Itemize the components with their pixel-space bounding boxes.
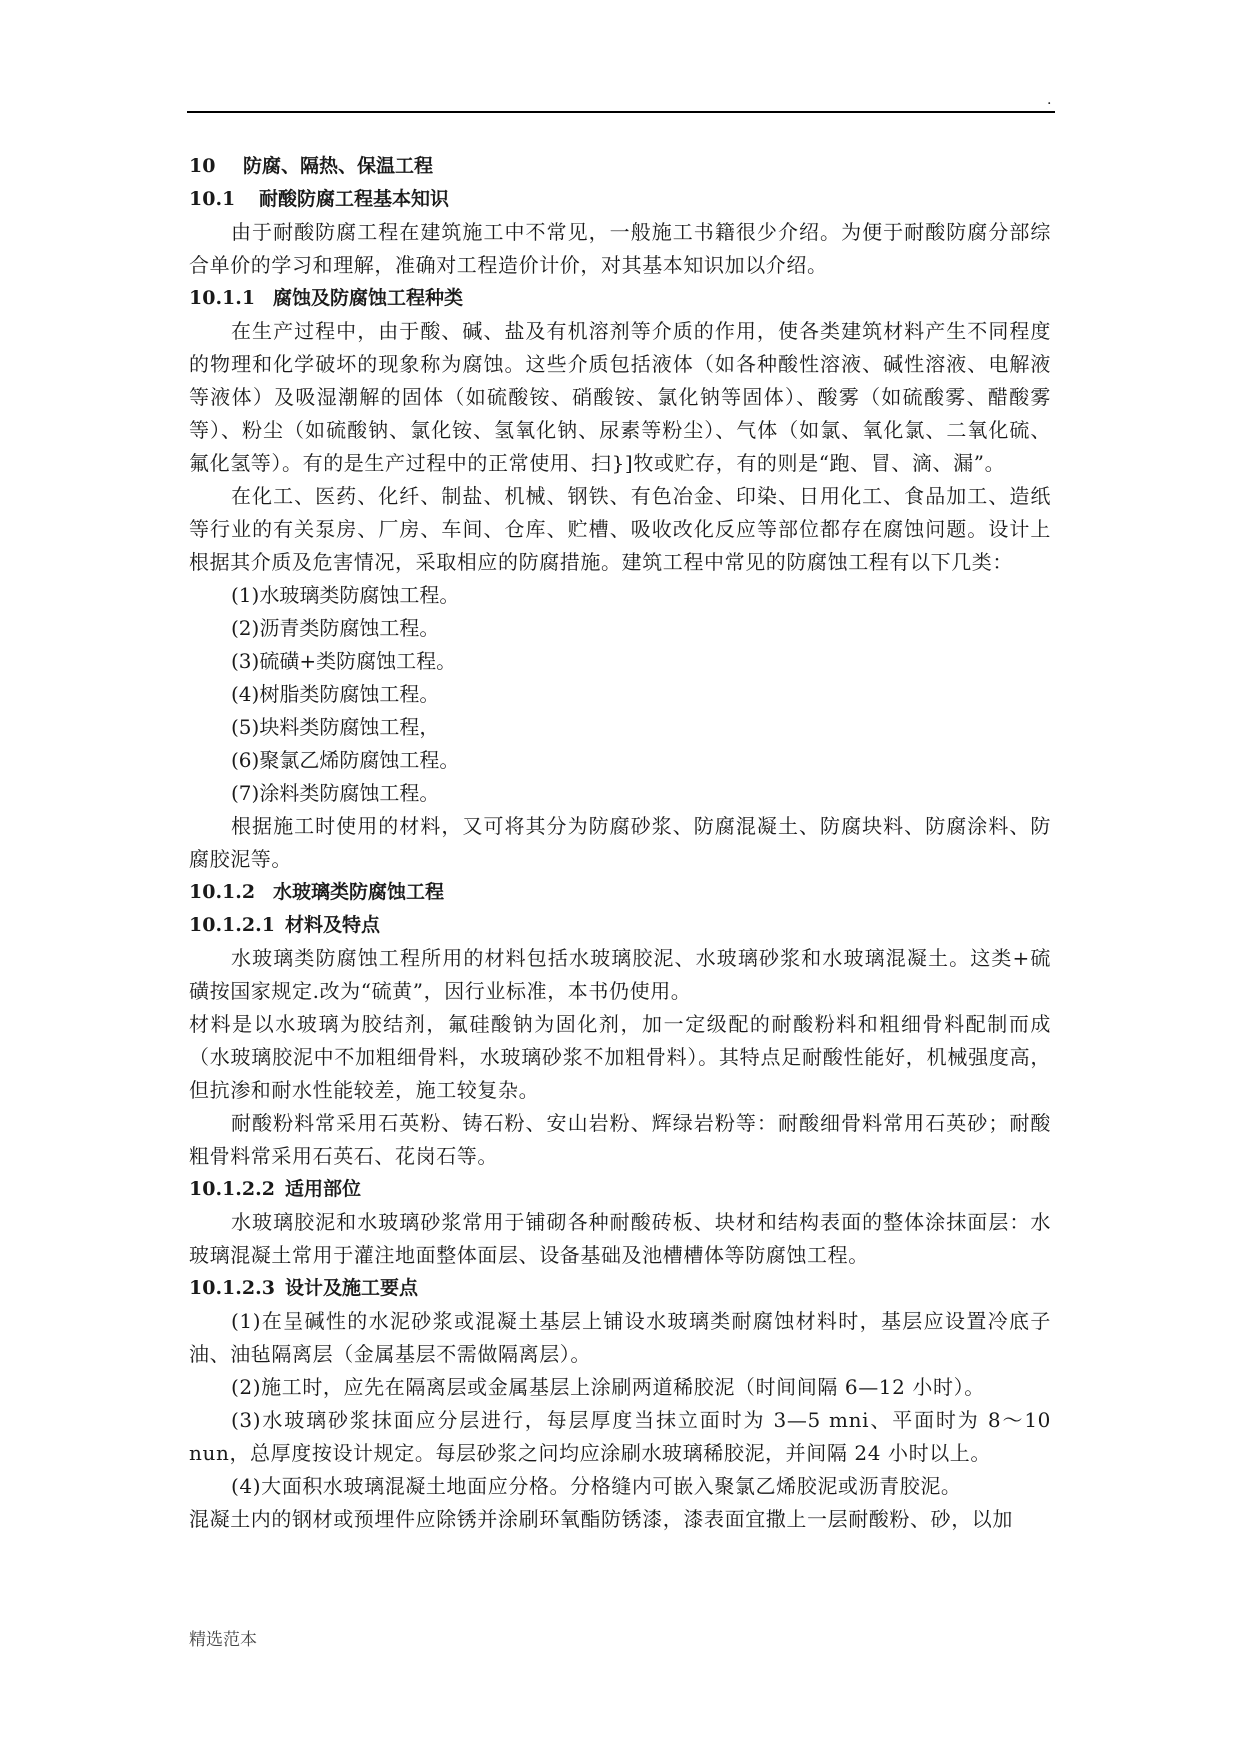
heading-number: 10.1.1 — [189, 287, 256, 309]
heading-number: 10.1.2.1 — [189, 914, 275, 936]
paragraph-industries: 在化工、医药、化纤、制盐、机械、钢铁、有色冶金、印染、日用化工、食品加工、造纸等行业的有关泵房、厂房、车间、仓库、贮槽、吸收改化反应等部位都存在腐蚀问题。设计上根据其介质及危害情况，采取相应的防腐措施。建筑工程中常见的防腐蚀工程有以下几类： — [189, 484, 1051, 574]
footer-text: 精选范本 — [189, 1630, 257, 1650]
paragraph-design-2: (2)施工时，应先在隔离层或金属基层上涂刷两道稀胶泥（时间间隔 6—12 小时）。 — [231, 1375, 985, 1399]
list-item: (2)沥青类防腐蚀工程。 — [231, 616, 440, 640]
heading-10-1-2 — [189, 876, 1051, 909]
paragraph-design-1: (1)在呈碱性的水泥砂浆或混凝土基层上铺设水玻璃类耐腐蚀材料时，基层应设置冷底子油、油毡隔离层（金属基层不需做隔离层）。 — [189, 1309, 1051, 1366]
heading-10-1 — [189, 183, 1051, 216]
heading-10-1-2-1 — [189, 909, 1051, 942]
list-item: (6)聚氯乙烯防腐蚀工程。 — [231, 748, 460, 772]
list-item: (4)树脂类防腐蚀工程。 — [231, 682, 440, 706]
header-mark: . — [1047, 92, 1052, 108]
heading-10-1-2-3 — [189, 1272, 1051, 1305]
heading-number: 10 — [189, 155, 216, 177]
paragraph-design-3: (3)水玻璃砂浆抹面应分层进行，每层厚度当抹立面时为 3—5 mni、平面时为 8～10 nun，总厚度按设计规定。每层砂浆之问均应涂刷水玻璃稀胶泥，并间隔 24 小时以上。 — [189, 1408, 1051, 1465]
paragraph-wg-materials-a: 水玻璃类防腐蚀工程所用的材料包括水玻璃胶泥、水玻璃砂浆和水玻璃混凝土。这类+硫磺按国家规定.改为“硫黄”，因行业标准，本书仍使用。 — [189, 946, 1051, 1003]
heading-title: 材料及特点 — [285, 914, 381, 936]
list-item: (5)块料类防腐蚀工程， — [231, 715, 440, 739]
heading-title: 水玻璃类防腐蚀工程 — [273, 881, 445, 903]
paragraph-design-4b: 混凝土内的钢材或预埋件应除锈并涂刷环氧酯防锈漆，漆表面宜撒上一层耐酸粉、砂，以加 — [189, 1507, 1013, 1531]
heading-number: 10.1.2 — [189, 881, 256, 903]
paragraph-intro: 由于耐酸防腐工程在建筑施工中不常见，一般施工书籍很少介绍。为便于耐酸防腐分部综合单价的学习和理解，准确对工程造价计价，对其基本知识加以介绍。 — [189, 220, 1051, 277]
heading-10-1-2-2 — [189, 1173, 1051, 1206]
heading-title: 防腐、隔热、保温工程 — [243, 155, 434, 177]
header-rule — [187, 111, 1055, 113]
heading-10 — [189, 150, 1051, 183]
paragraph-materials-used: 根据施工时使用的材料，又可将其分为防腐砂浆、防腐混凝土、防腐块料、防腐涂料、防腐胶泥等。 — [189, 814, 1051, 871]
paragraph-wg-powders: 耐酸粉料常采用石英粉、铸石粉、安山岩粉、辉绿岩粉等：耐酸细骨料常用石英砂；耐酸粗骨料常采用石英石、花岗石等。 — [189, 1111, 1051, 1168]
heading-title: 适用部位 — [285, 1178, 362, 1200]
heading-number: 10.1.2.2 — [189, 1178, 275, 1200]
paragraph-corrosion: 在生产过程中，由于酸、碱、盐及有机溶剂等介质的作用，使各类建筑材料产生不同程度的物理和化学破坏的现象称为腐蚀。这些介质包括液体（如各种酸性溶液、碱性溶液、电解液等液体）及吸湿潮解的固体（如硫酸铵、硝酸铵、氯化钠等固体）、酸雾（如硫酸雾、醋酸雾等）、粉尘（如硫酸钠、氯化铵、氢氧化钠、尿素等粉尘）、气体（如氯、氧化氯、二氧化硫、氟化氢等）。有的是生产过程中的正常使用、扫}]牧或贮存，有的则是“跑、冒、滴、漏”。 — [189, 319, 1051, 475]
types-list — [189, 579, 1051, 810]
heading-10-1-1 — [189, 282, 1051, 315]
heading-title: 设计及施工要点 — [285, 1277, 419, 1299]
list-item: (1)水玻璃类防腐蚀工程。 — [231, 583, 460, 607]
heading-number: 10.1.2.3 — [189, 1277, 275, 1299]
paragraph-wg-materials-b: 材料是以水玻璃为胶结剂，氟硅酸钠为固化剂，加一定级配的耐酸粉料和粗细骨料配制而成（水玻璃胶泥中不加粗细骨料，水玻璃砂浆不加粗骨料）。其特点足耐酸性能好，机械强度高，但抗渗和耐水性能较差，施工较复杂。 — [189, 1012, 1051, 1102]
list-item: (3)硫磺+类防腐蚀工程。 — [231, 649, 457, 673]
heading-title: 耐酸防腐工程基本知识 — [259, 188, 450, 210]
list-item: (7)涂料类防腐蚀工程。 — [231, 781, 440, 805]
paragraph-wg-use: 水玻璃胶泥和水玻璃砂浆常用于铺砌各种耐酸砖板、块材和结构表面的整体涂抹面层：水玻璃混凝土常用于灌注地面整体面层、设备基础及池槽槽体等防腐蚀工程。 — [189, 1210, 1051, 1267]
paragraph-design-4: (4)大面积水玻璃混凝土地面应分格。分格缝内可嵌入聚氯乙烯胶泥或沥青胶泥。 — [231, 1474, 962, 1498]
heading-number: 10.1 — [189, 188, 236, 210]
heading-title: 腐蚀及防腐蚀工程种类 — [273, 287, 464, 309]
document-body — [189, 150, 1051, 1536]
